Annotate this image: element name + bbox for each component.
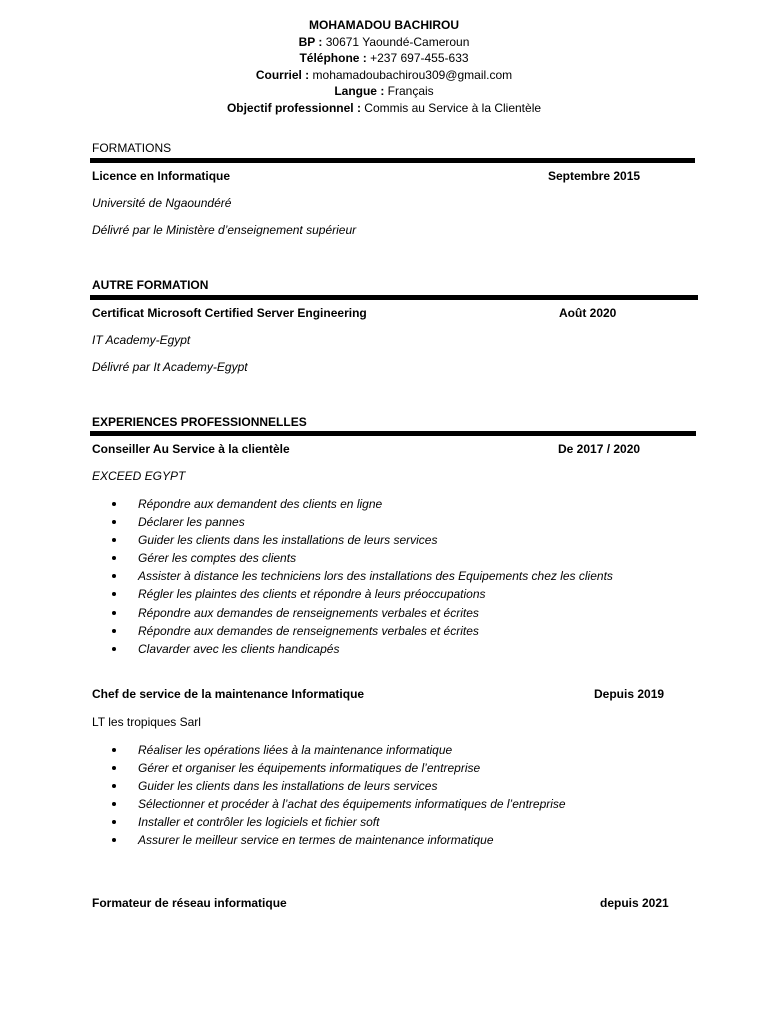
degree-school: Université de Ngaoundéré (92, 196, 232, 210)
task-item (92, 831, 566, 849)
bullet-icon (112, 820, 116, 824)
task-text: Guider les clients dans les installations de leurs services (138, 533, 438, 548)
task-text: Répondre aux demandes de renseignements verbales et écrites (138, 623, 479, 638)
task-item (92, 604, 613, 622)
language-label: Langue : (334, 84, 385, 99)
task-text: Assurer le meilleur service en termes de maintenance informatique (138, 833, 494, 848)
task-item (92, 759, 566, 777)
job-date: De 2017 / 2020 (558, 442, 641, 456)
job-task-list (92, 495, 613, 658)
task-item (92, 813, 566, 831)
task-item (92, 567, 613, 585)
task-item (92, 531, 613, 549)
certificate-date: Août 2020 (559, 306, 617, 320)
email-label: Courriel : (255, 67, 310, 82)
job-title: Chef de service de la maintenance Informatique (92, 687, 365, 701)
task-text: Régler les plaintes des clients et répondre à leurs préoccupations (138, 587, 486, 602)
section-divider (90, 431, 696, 436)
task-text: Guider les clients dans les installations de leurs services (138, 779, 438, 794)
task-item (92, 549, 613, 567)
other-training-heading: AUTRE FORMATION (92, 278, 209, 292)
task-text: Gérer les comptes des clients (138, 551, 297, 566)
task-item (92, 795, 566, 813)
experience-heading: EXPERIENCES PROFESSIONNELLES (92, 415, 307, 429)
bullet-icon (112, 802, 116, 806)
certificate-issuer: Délivré par It Academy-Egypt (92, 360, 248, 374)
task-text: Répondre aux demandent des clients en ligne (138, 497, 383, 511)
bullet-icon (112, 838, 116, 842)
degree-issuer: Délivré par le Ministère d’enseignement supérieur (92, 223, 357, 237)
phone-line (0, 50, 768, 67)
task-text: Clavarder avec les clients handicapés (138, 641, 340, 656)
certificate-school: IT Academy-Egypt (92, 333, 191, 347)
phone-label: Téléphone : (299, 51, 367, 66)
bullet-icon (112, 574, 116, 578)
job-company: LT les tropiques Sarl (92, 715, 201, 729)
contact-header (0, 17, 768, 117)
degree-date: Septembre 2015 (548, 169, 641, 183)
task-text: Installer et contrôler les logiciels et fichier soft (138, 815, 380, 830)
bullet-icon (112, 592, 116, 596)
bullet-icon (112, 538, 116, 542)
task-text: Gérer et organiser les équipements informatiques de l’entreprise (138, 761, 481, 776)
job-date: Depuis 2019 (594, 687, 665, 701)
task-item (92, 513, 613, 531)
task-text: Sélectionner et procéder à l’achat des équipements informatiques de l’entreprise (138, 797, 566, 812)
phone-value: +237 697-455-633 (370, 51, 469, 66)
bullet-icon (112, 766, 116, 770)
job-company: EXCEED EGYPT (92, 469, 186, 483)
task-item (92, 777, 566, 795)
objective-label: Objectif professionnel : (226, 100, 361, 115)
task-item (92, 622, 613, 640)
task-text: Répondre aux demandes de renseignements verbales et écrites (138, 605, 479, 620)
task-text: Assister à distance les techniciens lors des installations des Equipements chez les clients (138, 569, 613, 584)
section-divider (90, 158, 695, 163)
task-text: Déclarer les pannes (138, 515, 245, 530)
job-title: Conseiller Au Service à la clientèle (92, 442, 290, 456)
bullet-icon (112, 748, 116, 752)
formations-heading: FORMATIONS (92, 141, 172, 155)
task-text: Réaliser les opérations liées à la maintenance informatique (138, 743, 453, 757)
section-divider (90, 295, 698, 300)
language-value: Français (387, 84, 434, 99)
candidate-name: MOHAMADOU BACHIROU (309, 18, 459, 32)
bullet-icon (112, 784, 116, 788)
bullet-icon (112, 611, 116, 615)
degree-title: Licence en Informatique (92, 169, 231, 183)
bp-value: 30671 Yaoundé-Cameroun (325, 34, 470, 49)
bp-line (0, 34, 768, 51)
bp-label: BP : (298, 34, 323, 49)
language-line (0, 83, 768, 100)
certificate-title: Certificat Microsoft Certified Server Engineering (92, 306, 367, 320)
task-item (92, 585, 613, 603)
task-item (92, 741, 566, 759)
task-item (92, 640, 613, 658)
objective-line (0, 100, 768, 117)
bullet-icon (112, 502, 116, 506)
job-title: Formateur de réseau informatique (92, 896, 287, 910)
job-date: depuis 2021 (600, 896, 669, 910)
bullet-icon (112, 520, 116, 524)
bullet-icon (112, 629, 116, 633)
objective-value: Commis au Service à la Clientèle (364, 100, 542, 115)
job-task-list (92, 741, 566, 850)
email-line (0, 67, 768, 84)
task-item (92, 495, 613, 513)
bullet-icon (112, 556, 116, 560)
bullet-icon (112, 647, 116, 651)
email-value: mohamadoubachirou309@gmail.com (312, 67, 513, 82)
